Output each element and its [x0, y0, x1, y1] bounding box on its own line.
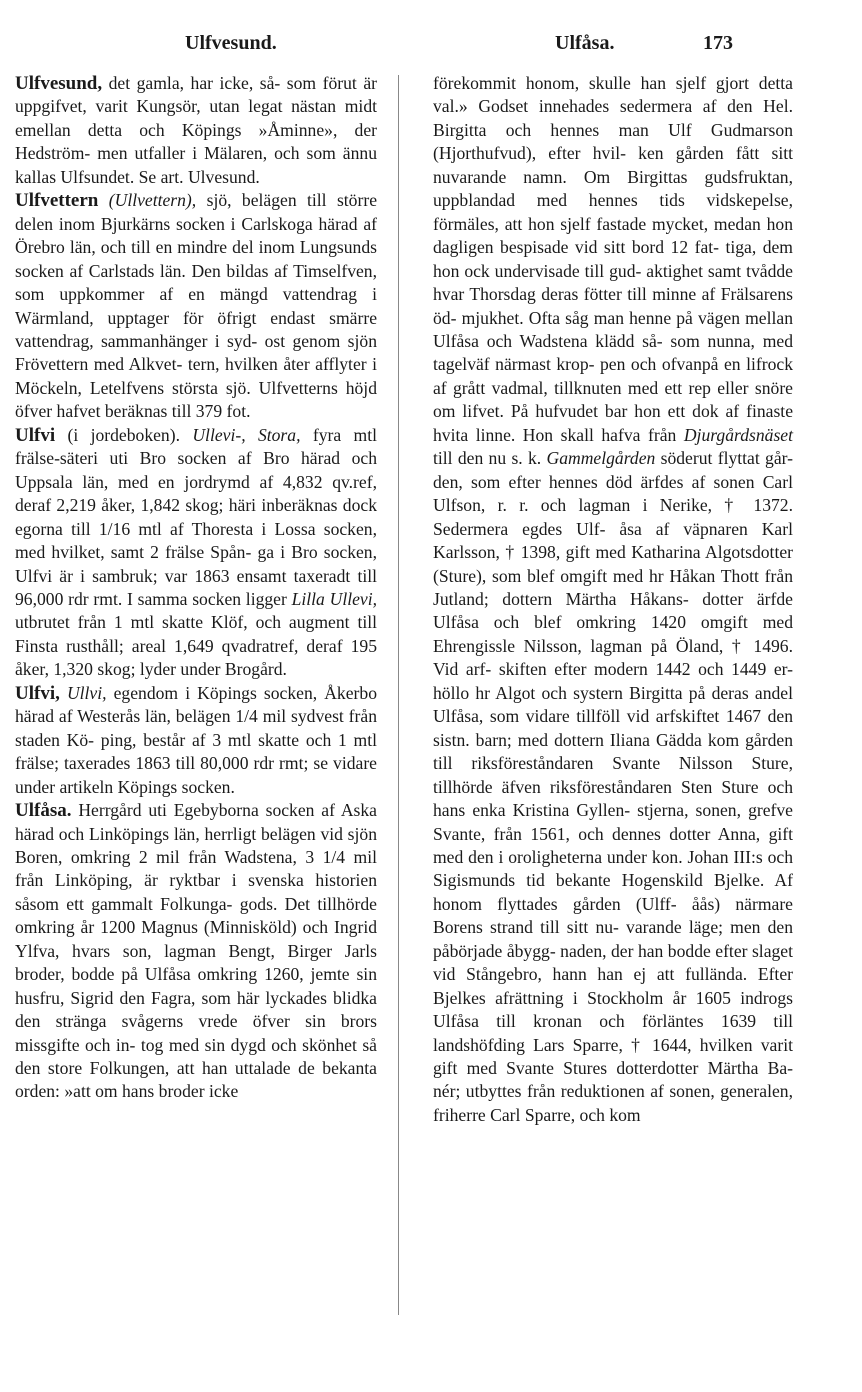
entry-ulfasa-continued	[433, 72, 793, 1127]
entry-variant: (Ullvettern),	[98, 190, 197, 211]
entry-text: söderut flyttat går- den, som efter hennes död ärfdes af sonen Carl Ulfson, r. r. och lagman i Nerike, † 1372. Sedermera egdes Ulf- åsa af väpnaren Karl Karlsson, † 1398, gift med Katharina Algotsdotter (Sture), som blef omgift med hr Håkan Thott från Jutland; dottern Märtha Håkans- dotter ärfde Ulfåsa och blef omkring 1420 omgift med Ehrengissle Nilsson, lagman på Öland, † 1496. Vid arf- skiften efter modern 1442 och 1449 er- höllo hr Algot och systern Birgitta på deras andel Ulfåsa, som vidare tillföll vid arfskiftet 1467 den sistn. barn; med dottern Iliana Gädda kom gården till riksföreståndaren Svante Nilsson Sture, tillhörde äfven riksföreståndaren Sten Sture och hans enka Kristina Gyllen- stjerna, sonen, grefve Svante, från 1561, och dennes dotter Anna, gift med den i oroligheterna under kon. Johan III:s och Sigismunds tid bekante Hogenskild Bjelke. Af honom flyttades gården (Ulff- åås) närmare Borens strand till sitt nu- varande läge; men den påbörjade åbygg- naden, der han bodde efter slaget vid Stångebro, hann han ej att fulländа. Efter Bjelkes afrättning i Stockholm år 1605 indrogs Ulfåsa till kronan och förläntes 1639 till landshöfding Lars Sparre, † 1644, hvilken varit gift med Svante Stures dotterdotter Märtha Ba- nér; utbyttes från reduktionen af sonen, generalen, friherre Carl Sparre, och kom	[433, 448, 793, 1125]
entry-ulfvettern	[15, 189, 377, 424]
entry-headword: Ulfvi,	[15, 682, 60, 704]
running-head-left-word: Ulfvesund.	[185, 32, 277, 54]
place-name: Djurgårdsnäset	[683, 424, 793, 445]
right-column	[433, 72, 793, 1127]
entry-text: fyra mtl frälse-säteri uti Bro socken af Bro härad och Uppsala län, med en jordrymd af 4,832 qv.ref, deraf 2,219 åker, 1,842 skog; häri inberäknas dock egorna till 1/16 mtl af Thoresta i Lossa socken, med hvilket, samt 2 frälse Spån- ga i Bro socken, Ulfvi är i sambruk; var 1863 ensamt taxeradt till 96,000 rdr rmt. I samma socken ligger	[15, 424, 377, 609]
entry-text: (i jordeboken).	[55, 424, 193, 445]
entry-text: det gamla, har icke, så- som förut är uppgifvet, varit Kungsör, utan legat nästan midt emellan detta och Köpings »Åminne», der Hedström- men utfaller i Mälaren, och som ännu kallas Ulfsundet. Se art. Ulvesund.	[15, 73, 377, 187]
entry-variant: Ullvi,	[59, 682, 107, 703]
entry-ulfasa	[15, 799, 377, 1104]
entry-text: förekommit honom, skulle han sjelf gjort detta val.» Godset innehades sedermera af den Hel. Birgitta och hennes man Ulf Gudmarson (Hjorthufvud), efter hvil- ken gården fått sitt nuvarande namn. Om Birgittas gudsfruktan, uppblandad med hennes tids vidskepelse, förmäles, att hon sjelf fastade mycket, medan hon dagligen bespisade vid sitt bord 12 fat- tiga, dem hon ock undervisade till gud- aktighet samt tvådde hvar Thorsdag deras fötter till minne af Frälsarens öd- mjukhet. Ofta såg man henne på vägen mellan Ulfåsa och Wadstena klädd så- som nunna, med tagelväf närmast krop- pen och ofvanpå en lifrock af grått vadmal, tillknuten med ett rep eller snöre om lifvet. På hufvudet bar hon ett dok af finaste hvita linne. Hon skall hafva från	[433, 73, 793, 445]
entry-text: Herrgård uti Egebyborna socken af Aska härad och Linköpings län, herrligt belägen vid sjön Boren, omkring 2 mil från Wadstena, 3 1/4 mil från Linköping, är ryktbar i svenska historien såsom ett gammalt Folkunga- gods. Det tillhörde omkring år 1200 Magnus (Minnisköld) och Ingrid Ylfva, hvars son, lagman Bengt, Birger Jarls broder, bodde på Ulfåsa omkring 1260, jemte sin husfru, Sigrid den Fagra, som här lyckades blidka den stränga svågerns vrede öfver sin brors missgifte och in- tog med sin dygd och skönhet så den store Folkungen, att han uttalade de bekanta orden: »att om hans broder icke	[15, 800, 377, 1102]
entry-headword: Ulfvesund,	[15, 73, 103, 94]
entry-variant: Ullevi-, Stora,	[192, 424, 301, 445]
page-number: 173	[703, 32, 733, 54]
entry-headword: Ulfvi	[15, 424, 56, 446]
running-head	[0, 32, 862, 62]
entry-ulfvi-koping	[15, 682, 377, 799]
entry-text: utbrutet från 1 mtl skatte Klöf, och augment till Finsta rusthåll; areal 1,649 qvadratref, deraf 195 åker, 1,320 skog; lyder under Brogård.	[15, 612, 377, 680]
entry-headword: Ulfåsa.	[15, 800, 72, 822]
left-column	[15, 72, 377, 1104]
entry-text: egendom i Köpings socken, Åkerbo härad af Westerås län, belägen 1/4 mil sydvest från staden Kö- ping, består af 3 mtl skatte och 1 mtl frälse; taxerades 1863 till 80,000 rdr rmt; se vidare under artikeln Köpings socken.	[15, 682, 377, 797]
place-name: Gammelgården	[546, 448, 656, 469]
entry-text: sjö, belägen till större delen inom Bjurkärns socken i Carlskoga härad af Örebro län, och till en mindre del inom Lungsunds socken af Carlstads län. Den bildas af Timselfven, som uppkommer af en mängd vattendrag i Wärmland, upptager för öfrigt endast smärre vattendrag, sammanhänger i syd- ost genom sjön Frövettern med Alkvet- tern, hvilken åter afflyter i Möckeln, Letelfvens största sjö. Ulfvetterns höjd öfver hafvet beräknas till 379 fot.	[15, 190, 378, 422]
entry-ulfvesund	[15, 72, 377, 189]
entry-variant: Lilla Ullevi,	[291, 588, 377, 609]
entry-headword: Ulfvettern	[15, 190, 99, 212]
running-head-right-word: Ulfåsa.	[555, 32, 615, 54]
entry-text: till den nu s. k.	[433, 448, 547, 469]
column-divider	[398, 75, 399, 1315]
entry-ulfvi-bro	[15, 424, 377, 682]
